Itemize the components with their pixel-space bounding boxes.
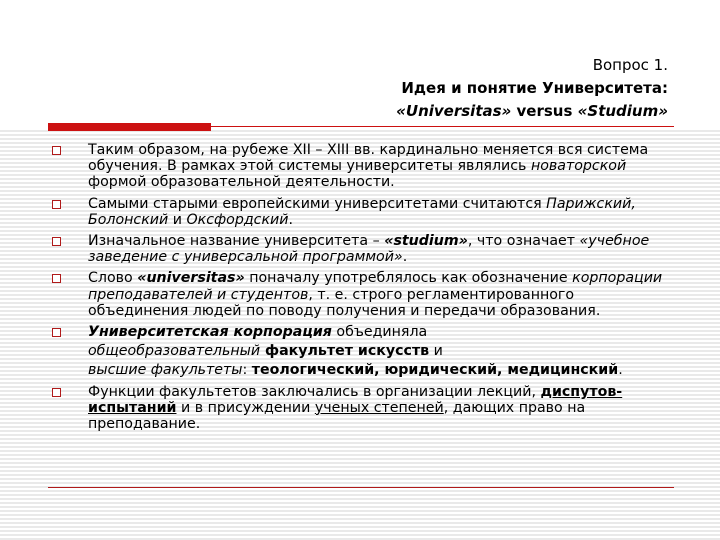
item-text: . — [288, 211, 293, 228]
item-text-italic: общеобразовательный — [88, 343, 261, 360]
item-text: и — [168, 211, 187, 228]
item-text-bold-italic: «studium» — [384, 233, 468, 250]
item-subline — [88, 362, 678, 378]
item-subline — [88, 343, 678, 359]
subtitle-universitas: «Universitas» — [396, 102, 512, 120]
item-text: Таким образом, на рубеже XII – XIII вв. кардинально меняется вся система обучения. В рамках этой системы университеты являлись — [88, 142, 649, 175]
item-text: . — [618, 362, 623, 379]
item-text-italic: новаторской — [530, 158, 627, 175]
list-item — [48, 384, 678, 433]
square-bullet-icon — [52, 388, 61, 397]
bottom-divider — [48, 487, 674, 488]
item-text: и в присуждении — [176, 399, 315, 416]
list-item — [48, 324, 678, 379]
question-number: Вопрос 1. — [592, 56, 668, 74]
square-bullet-icon — [52, 146, 61, 155]
item-text: . — [402, 249, 408, 266]
item-text-bold-italic: Университетская корпорация — [88, 324, 332, 341]
title-divider — [48, 121, 674, 133]
divider-red-block — [48, 123, 211, 131]
item-text-italic: корпорации преподавателей и студентов — [88, 270, 663, 303]
item-text: , дающих право на преподавание. — [88, 399, 586, 433]
item-text-bold-underline: диспутов-испытаний — [88, 383, 623, 416]
item-text-bold: теологический, юридический, медицинский — [251, 362, 619, 379]
item-text-bold-italic: «universitas» — [137, 270, 245, 287]
square-bullet-icon — [52, 328, 61, 337]
item-text-italic: Парижский, Болонский — [88, 195, 636, 228]
list-item — [48, 270, 678, 319]
item-text-italic: Оксфордский — [186, 211, 289, 228]
list-item — [48, 142, 678, 191]
item-text: , т. е. строго регламентированного объединения людей по поводу получения и передачи образования. — [88, 286, 601, 319]
item-text-italic: «учебное заведение с универсальной программой» — [88, 233, 650, 266]
item-text: Слово — [88, 270, 138, 287]
divider-thin-line — [211, 126, 674, 127]
item-text: : — [242, 362, 252, 379]
item-text: Функции факультетов заключались в организации лекций, — [88, 383, 541, 400]
slide-subtitle — [300, 100, 668, 123]
bullet-list — [48, 142, 678, 437]
square-bullet-icon — [52, 237, 61, 246]
item-text: , что означает — [467, 233, 580, 250]
item-text-bold: факультет искусств — [260, 343, 430, 360]
item-text: и — [429, 343, 443, 360]
item-text: формой образовательной деятельности. — [88, 174, 395, 191]
item-text: Самыми старыми европейскими университетами считаются — [88, 195, 547, 212]
slide-title: Идея и понятие Университета: — [401, 79, 668, 97]
list-item — [48, 233, 678, 265]
item-text-italic: высшие факультеты — [88, 362, 243, 379]
slide-heading — [300, 54, 668, 123]
item-text: поначалу употреблялось как обозначение — [244, 270, 573, 287]
subtitle-studium: «Studium» — [577, 102, 668, 120]
item-text: Изначальное название университета – — [88, 233, 385, 250]
square-bullet-icon — [52, 274, 61, 283]
list-item — [48, 196, 678, 228]
square-bullet-icon — [52, 200, 61, 209]
item-text-underline: ученых степеней — [314, 399, 444, 416]
item-text: объединяла — [331, 324, 428, 341]
subtitle-versus: versus — [516, 102, 573, 120]
